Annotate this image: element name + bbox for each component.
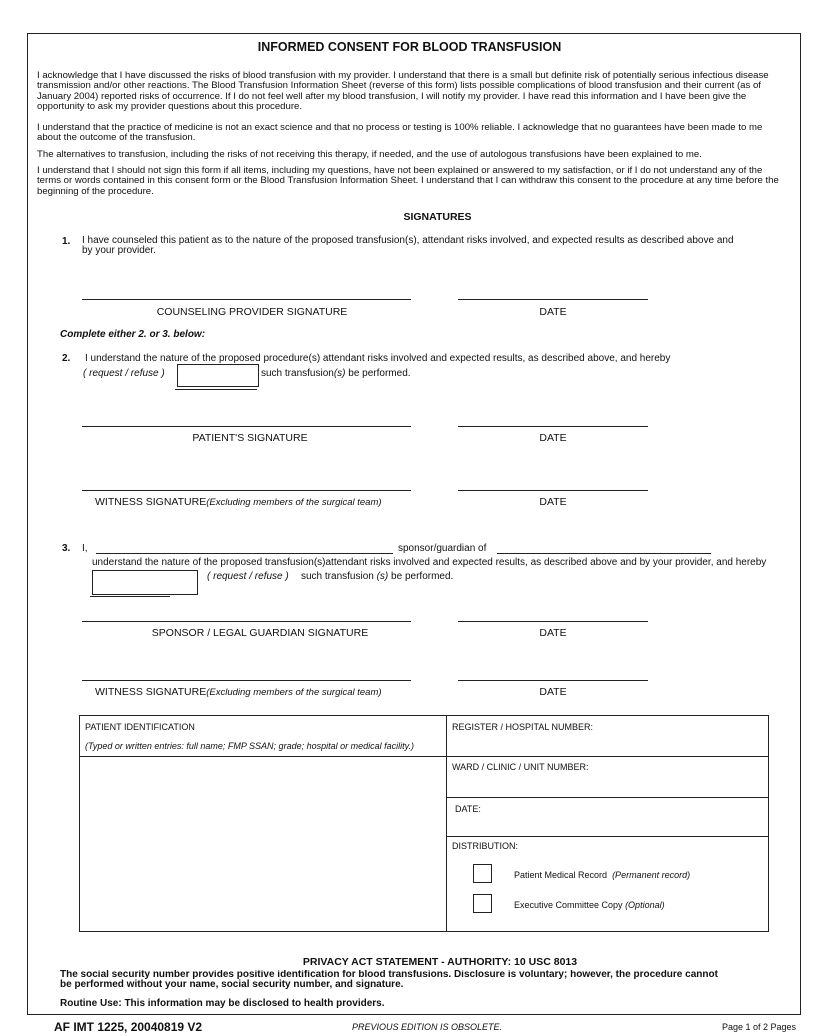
paragraph-withdraw: I understand that I should not sign this form if all items, including my questions, have not been explained or answered to my satisfaction, or if I do not understand any of the terms or words contained in this consent form or the Blood Transfusion Information Sheet. I understand that I can withdraw this consent to the procedure at any time before the beginning of the procedure. [37, 165, 779, 197]
witness-2-date-caption: DATE [539, 496, 567, 508]
witness-3-caption [95, 686, 382, 698]
table-date-label: DATE: [455, 804, 481, 814]
item-1-number: 1. [62, 236, 71, 247]
paragraph-alternatives: The alternatives to transfusion, including the risks of not receiving this therapy, if needed, and the use of autologous transfusions have been explained to me. [37, 149, 702, 160]
counseling-date-line[interactable] [458, 299, 648, 300]
complete-note: Complete either 2. or 3. below: [60, 329, 206, 340]
page-number: Page 1 of 2 Pages [722, 1022, 797, 1032]
item-2-choice: ( request / refuse ) [83, 368, 165, 379]
item-3-name-line[interactable] [96, 553, 393, 554]
sponsor-date-line[interactable] [458, 621, 648, 622]
item-3-field-underline [90, 596, 170, 597]
privacy-text: The social security number provides positive identification for blood transfusions. Disclosure is voluntary; however, the procedure cannot be performed without your name, social security number, and signature. [60, 970, 718, 990]
witness-2-caption [95, 496, 382, 508]
ward-field[interactable] [447, 775, 767, 797]
patient-id-note: (Typed or written entries: full name; FMP SSAN; grade; hospital or medical facility.) [85, 741, 414, 751]
register-number-field[interactable] [447, 735, 767, 756]
counseling-date-caption: DATE [539, 306, 567, 318]
paragraph-risks: I acknowledge that I have discussed the risks of blood transfusion with my provider. I understand that there is a small but definite risk of potentially serious infectious disease transmission and/or other reactions. The Blood Transfusion Information Sheet (reverse of this form) lists possible complications of blood transfusion and their current (as of January 2004) reported risks of occurrence. If I do not feel well after my blood transfusion, I will notify my provider. I have read this information and I have been give the opportunity to ask my provider questions about this procedure. [37, 70, 769, 113]
form-id: AF IMT 1225, 20040819 V2 [54, 1020, 203, 1034]
form-title: INFORMED CONSENT FOR BLOOD TRANSFUSION [257, 40, 562, 54]
table-divider-register [446, 756, 768, 757]
witness-2-date-line[interactable] [458, 490, 648, 491]
table-divider-ward [446, 797, 768, 798]
executive-committee-checkbox[interactable] [473, 894, 492, 913]
item-2-number: 2. [62, 353, 71, 364]
privacy-heading: PRIVACY ACT STATEMENT - AUTHORITY: 10 USC 8013 [302, 956, 578, 968]
patient-signature-caption: PATIENT'S SIGNATURE [192, 432, 308, 444]
dist-executive-copy-note: (Optional) [625, 900, 665, 910]
item-2-after-s: (s) [333, 368, 346, 379]
item-3-after-text [301, 572, 453, 582]
signatures-heading: SIGNATURES [403, 211, 472, 223]
item-2-after: such transfusion [261, 368, 334, 379]
register-number-label: REGISTER / HOSPITAL NUMBER: [452, 722, 594, 732]
item-3-after-end: be performed. [388, 571, 454, 582]
item-2-text: I understand the nature of the proposed procedure(s) attendant risks involved and expected results, as described above, and hereby [85, 353, 671, 364]
item-3-text: understand the nature of the proposed transfusion(s)attendant risks involved and expected results, as described above and by your provider, and hereby [92, 557, 767, 568]
item-2-request-refuse-field[interactable] [177, 364, 259, 387]
item-3-request-refuse-field[interactable] [92, 570, 198, 595]
item-2-after-end: be performed. [345, 368, 411, 379]
witness-3-note: (Excluding members of the surgical team) [206, 687, 382, 698]
witness-3-caption-text: WITNESS SIGNATURE [95, 686, 207, 698]
patient-date-caption: DATE [539, 432, 567, 444]
sponsor-date-caption: DATE [539, 627, 567, 639]
item-1-text: I have counseled this patient as to the nature of the proposed transfusion(s), attendant risks involved, and expected results as described above and by your provider. [82, 235, 734, 256]
patient-date-line[interactable] [458, 426, 648, 427]
item-3-number: 3. [62, 543, 71, 554]
witness-2-note: (Excluding members of the surgical team) [206, 497, 382, 508]
witness-3-signature-line[interactable] [82, 680, 411, 681]
distribution-label: DISTRIBUTION: [452, 841, 519, 851]
item-3-after-s: (s) [373, 571, 389, 582]
sponsor-signature-line[interactable] [82, 621, 411, 622]
ward-label: WARD / CLINIC / UNIT NUMBER: [452, 762, 589, 772]
counseling-signature-caption: COUNSELING PROVIDER SIGNATURE [156, 306, 348, 318]
dist-executive-copy-label: Executive Committee Copy [514, 900, 623, 910]
item-3-choice: ( request / refuse ) [207, 571, 289, 582]
witness-2-caption-text: WITNESS SIGNATURE [95, 496, 207, 508]
witness-3-date-caption: DATE [539, 686, 567, 698]
item-3-patient-name-line[interactable] [497, 553, 711, 554]
sponsor-signature-caption: SPONSOR / LEGAL GUARDIAN SIGNATURE [151, 627, 369, 639]
dist-patient-record-label: Patient Medical Record [514, 870, 608, 880]
witness-3-date-line[interactable] [458, 680, 648, 681]
counseling-signature-line[interactable] [82, 299, 411, 300]
dist-patient-record [514, 870, 690, 880]
patient-medical-record-checkbox[interactable] [473, 864, 492, 883]
dist-executive-copy [514, 900, 665, 910]
patient-signature-line[interactable] [82, 426, 411, 427]
item-3-sponsor-label: sponsor/guardian of [398, 543, 487, 554]
dist-patient-record-note: (Permanent record) [612, 870, 691, 880]
item-2-field-underline [175, 389, 257, 390]
item-2-after-text [261, 369, 411, 379]
table-date-field[interactable] [447, 816, 767, 836]
table-divider-date [446, 836, 768, 837]
previous-edition-note: PREVIOUS EDITION IS OBSOLETE. [352, 1022, 503, 1032]
witness-2-signature-line[interactable] [82, 490, 411, 491]
item-3-after: such transfusion [301, 571, 374, 582]
patient-id-entry-area[interactable] [80, 757, 446, 930]
patient-id-label: PATIENT IDENTIFICATION [85, 722, 195, 732]
routine-use: Routine Use: This information may be disclosed to health providers. [60, 998, 385, 1009]
paragraph-no-guarantee: I understand that the practice of medicine is not an exact science and that no process or testing is 100% reliable. I acknowledge that no guarantees have been made to me about the outcome of the transfusion. [37, 122, 763, 144]
item-3-i: I, [82, 543, 88, 554]
